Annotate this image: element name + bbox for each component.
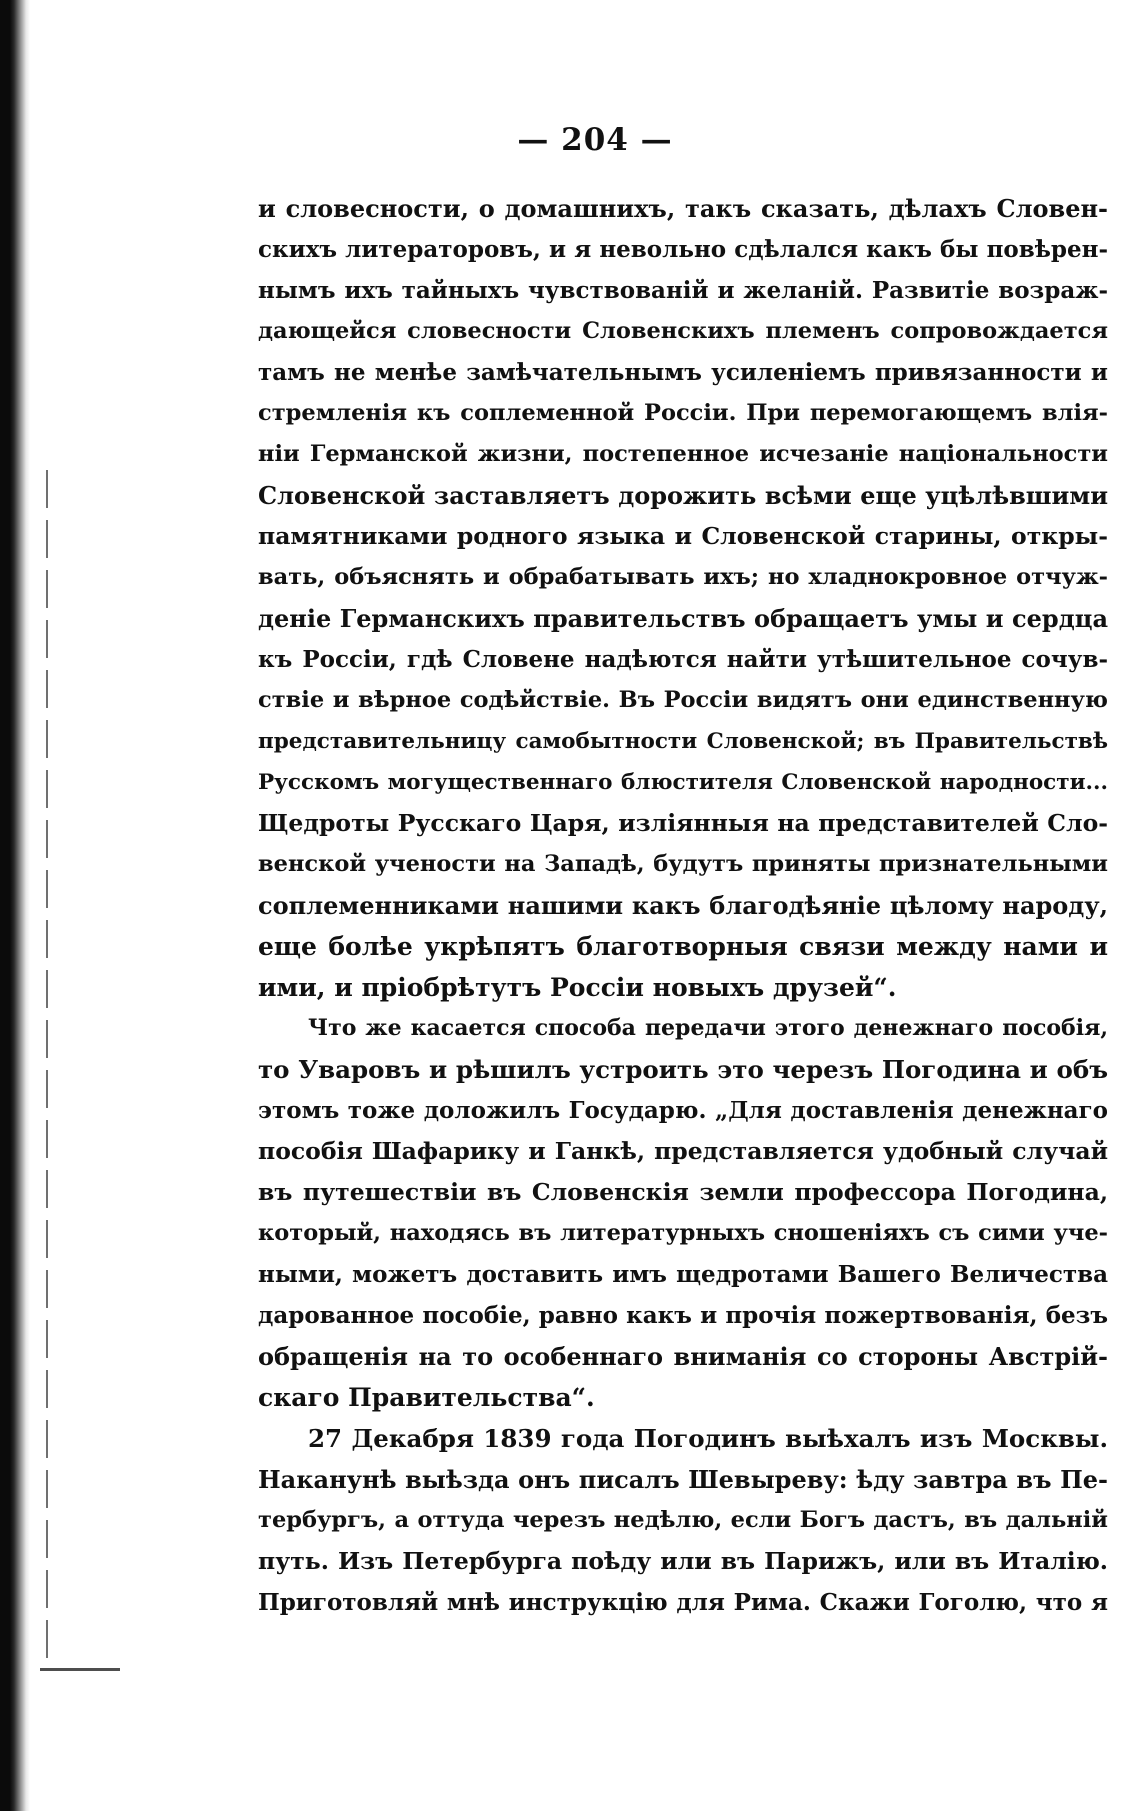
text-line: деніе Германскихъ правительствъ обращаетъ умы и сердца (258, 604, 1108, 633)
text-line: дающейся словесности Словенскихъ племенъ сопровождается (258, 318, 1108, 344)
text-line: Русскомъ могущественнаго блюстителя Словенской народности... (258, 770, 1108, 795)
text-line: Щедроты Русскаго Царя, излiянныя на представителей Сло- (258, 809, 1108, 837)
text-line: 27 Декабря 1839 года Погодинъ выѣхалъ изъ Москвы. (308, 1424, 1108, 1453)
text-line: Словенской заставляетъ дорожить всѣми еще уцѣлѣвшими (258, 481, 1108, 510)
text-line: ими, и пріобрѣтутъ Россіи новыхъ друзей“. (258, 973, 897, 1002)
text-line: ными, можетъ доставить имъ щедротами Вашего Величества (258, 1261, 1108, 1288)
text-line: къ Россіи, гдѣ Словене надѣются найти утѣшительное сочув- (258, 646, 1108, 673)
text-line: скаго Правительства“. (258, 1383, 595, 1412)
text-line: ніи Германской жизни, постепенное исчезаніе національности (258, 441, 1108, 467)
text-line: венской учености на Западѣ, будутъ приняты признательными (258, 851, 1108, 877)
text-line: тербургъ, а оттуда черезъ недѣлю, если Богъ дастъ, въ дальній (258, 1507, 1108, 1533)
text-line: тамъ не менѣе замѣчательнымъ усиленіемъ привязанности и (258, 359, 1108, 386)
text-line: Что же касается способа передачи этого денежнаго пособія, (308, 1015, 1108, 1041)
text-line: нымъ ихъ тайныхъ чувствованій и желаній. Развитіе возраж- (258, 277, 1108, 304)
text-line: который, находясь въ литературныхъ сношеніяхъ съ сими уче- (258, 1220, 1108, 1246)
text-line: то Уваровъ и рѣшилъ устроить это черезъ Погодина и объ (258, 1055, 1108, 1084)
scan-binding-edge (0, 0, 30, 1811)
text-line: памятниками родного языка и Словенской старины, откры- (258, 522, 1108, 550)
text-line: Наканунѣ выѣзда онъ писалъ Шевыреву: ѣду завтра въ Пе- (258, 1465, 1108, 1494)
text-line: вать, объяснять и обрабатывать ихъ; но хладнокровное отчуж- (258, 564, 1108, 590)
text-line: дарованное пособіе, равно какъ и прочія пожертвованія, безъ (258, 1302, 1108, 1329)
text-line: этомъ тоже доложилъ Государю. „Для доставленія денежнаго (258, 1097, 1108, 1124)
text-line: пособія Шафарику и Ганкѣ, представляется удобный случай (258, 1137, 1108, 1165)
text-line: представительницу самобытности Словенской; въ Правительствѣ (258, 729, 1108, 754)
text-line: еще болѣе укрѣпятъ благотворныя связи между нами и (258, 932, 1108, 961)
text-line: ствіе и вѣрное содѣйствіе. Въ Россіи видятъ они единственную (258, 687, 1108, 713)
scan-margin-tick (40, 1668, 120, 1671)
scan-margin-mark (46, 470, 48, 1670)
text-line: путь. Изъ Петербурга поѣду или въ Парижъ, или въ Италію. (258, 1547, 1108, 1575)
text-line: обращенія на то особеннаго вниманія со стороны Австрій- (258, 1342, 1108, 1371)
text-line: скихъ литераторовъ, и я невольно сдѣлался какъ бы повѣрен- (258, 236, 1108, 263)
body-text (258, 188, 1108, 1623)
text-line: стремленія къ соплеменной Россіи. При перемогающемъ влія- (258, 400, 1108, 426)
text-line: соплеменниками нашими какъ благодѣяніе цѣлому народу, (258, 891, 1108, 920)
text-line: въ путешествіи въ Словенскія земли профессора Погодина, (258, 1178, 1108, 1206)
text-line: Приготовляй мнѣ инструкцію для Рима. Скажи Гоголю, что я (258, 1589, 1108, 1616)
page-number: — 204 — (517, 122, 673, 158)
text-line: и словесности, о домашнихъ, такъ сказать, дѣлахъ Словен- (258, 194, 1108, 223)
